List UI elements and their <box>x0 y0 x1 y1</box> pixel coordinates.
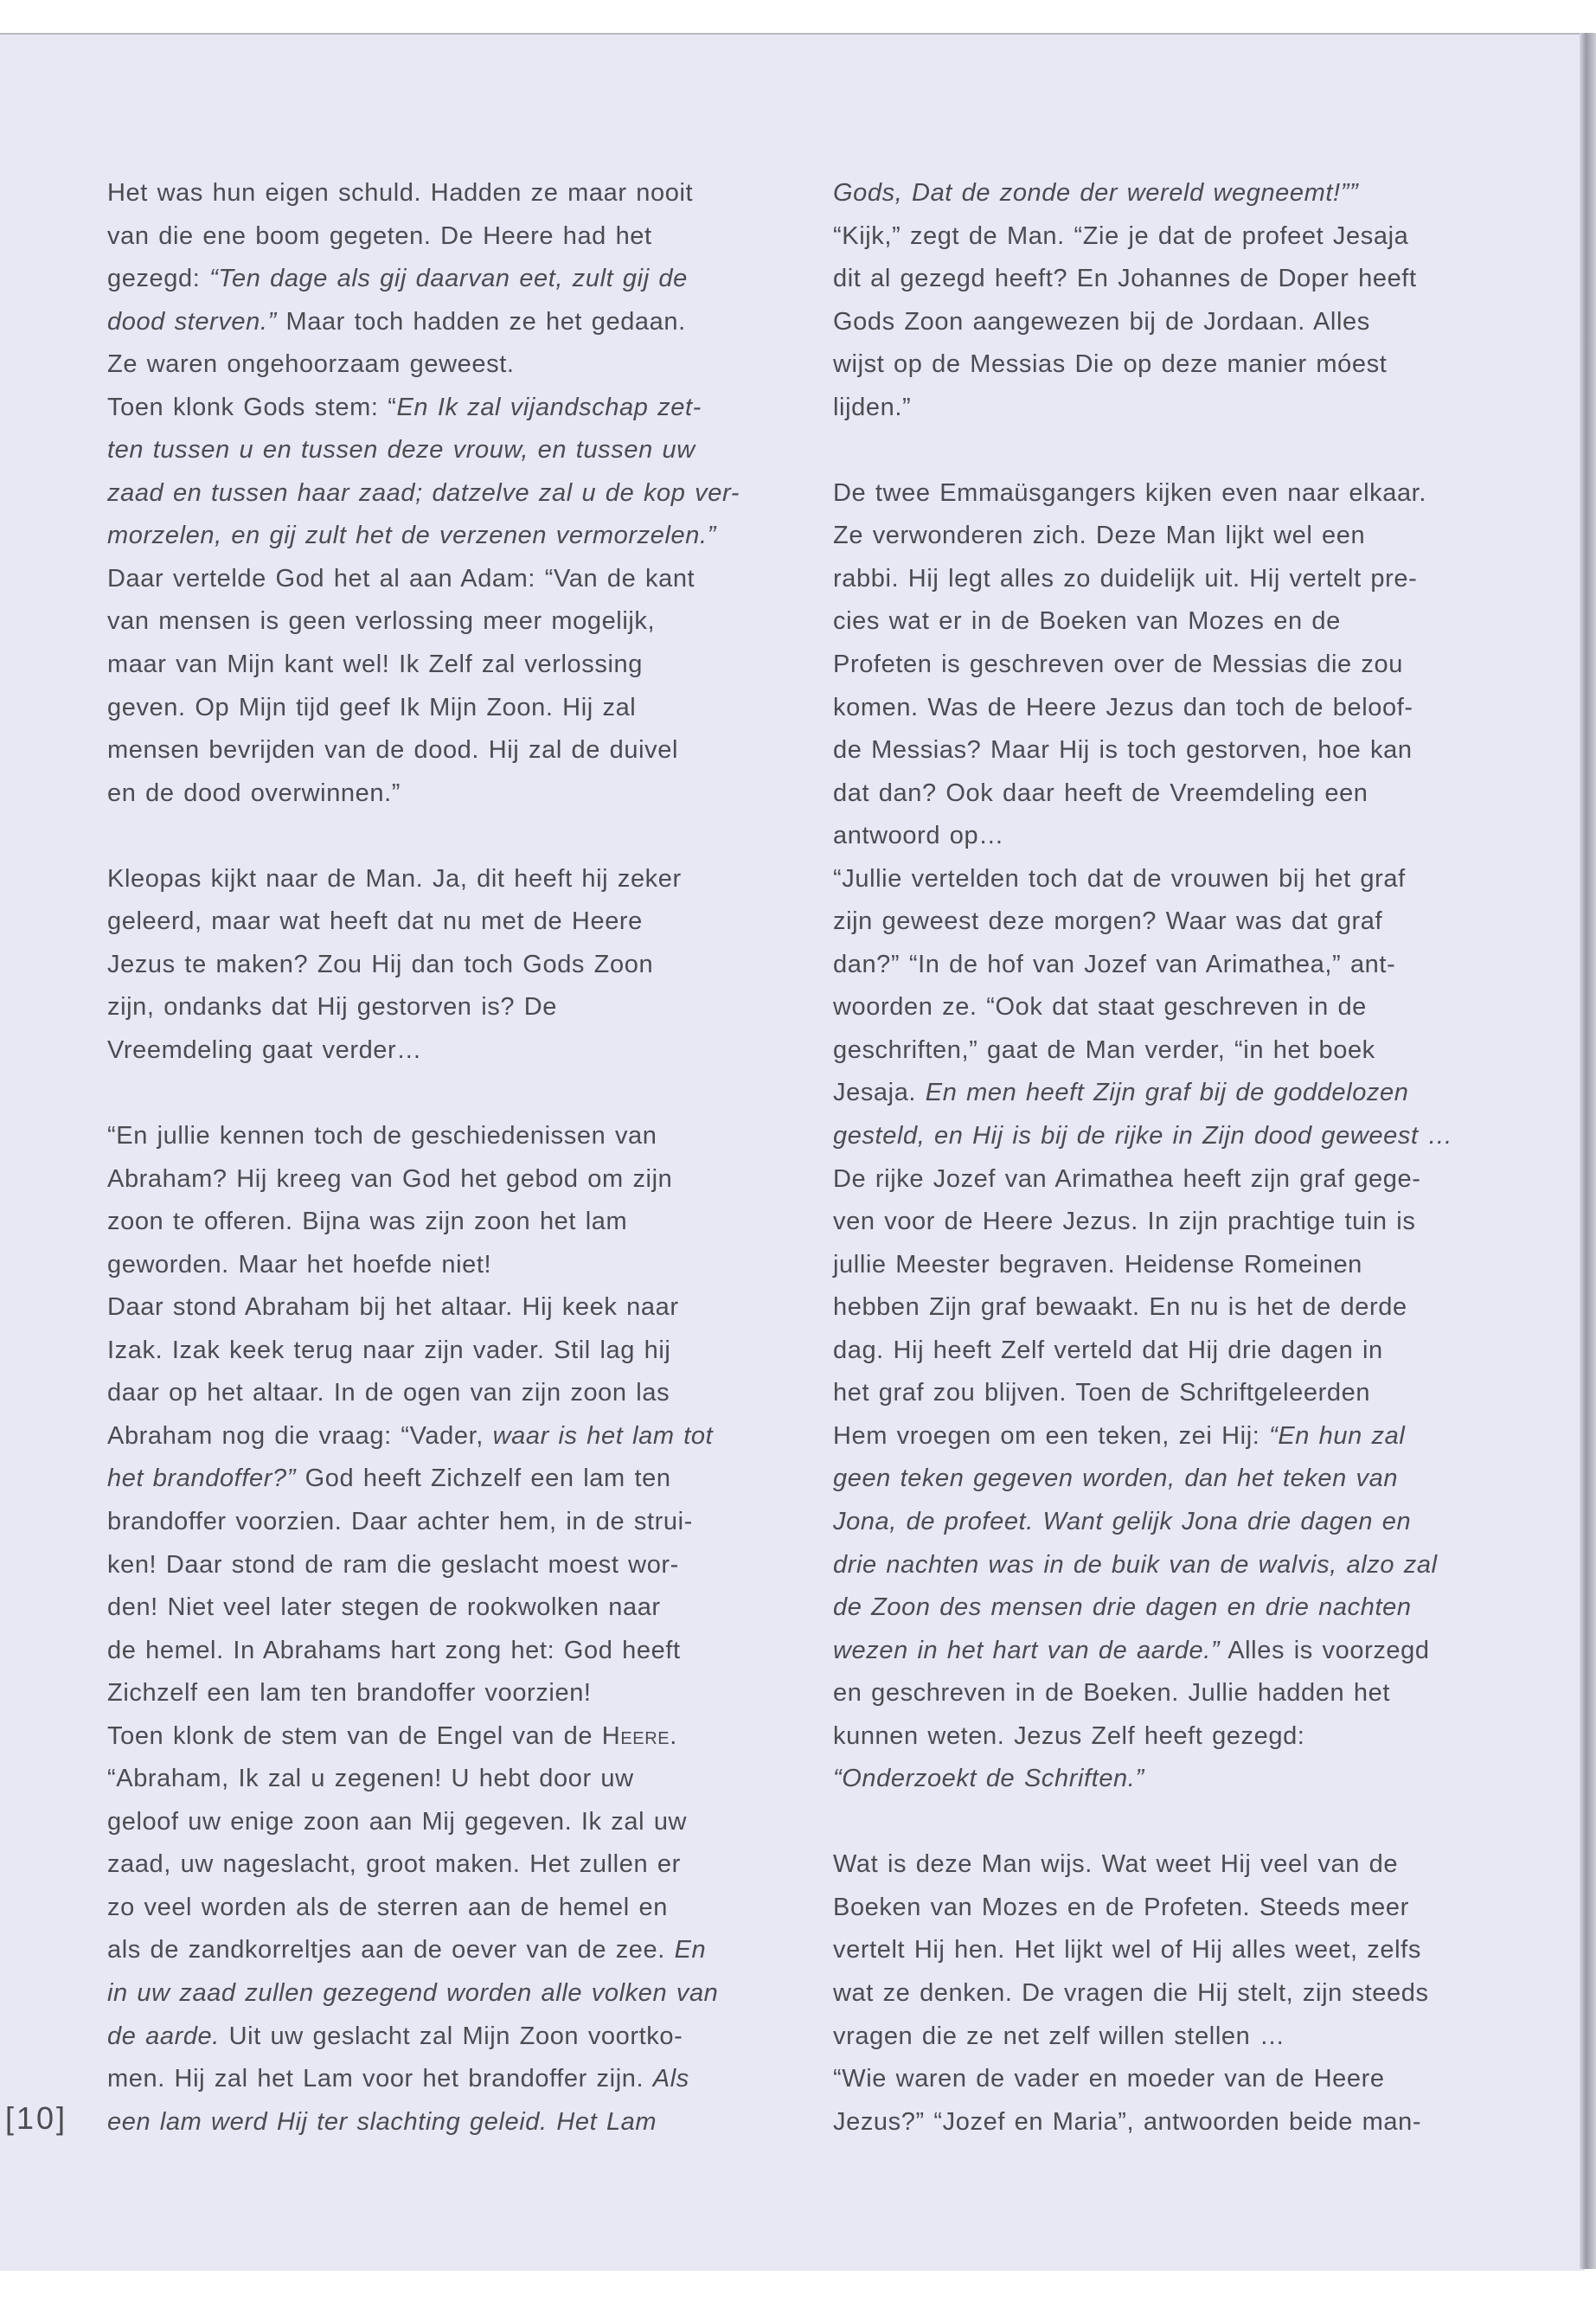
body-text: Kleopas kijkt naar de Man. Ja, dit heeft hij zeker <box>107 864 682 893</box>
body-text: Het was hun eigen schuld. Hadden ze maar nooit <box>107 179 694 207</box>
body-text: Alles is voorzegd <box>1220 1636 1430 1664</box>
body-text: zoon te offeren. Bijna was zijn zoon het lam <box>107 1208 628 1236</box>
body-text: geloof uw enige zoon aan Mij gegeven. Ik zal uw <box>107 1807 688 1836</box>
text-line <box>107 1715 791 1759</box>
italic-quote-text: waar is het lam tot <box>492 1421 714 1450</box>
body-text: zijn, ondanks dat Hij gestorven is? De <box>107 993 557 1022</box>
italic-quote-text: in uw zaad zullen gezegend worden alle volken van <box>107 1978 719 2007</box>
body-text: wat ze denken. De vragen die Hij stelt, zijn steeds <box>833 1978 1429 2007</box>
text-line <box>107 1458 791 1501</box>
body-text: dan?” “In de hof van Jozef van Arimathea,” ant- <box>833 950 1396 978</box>
text-line <box>107 1586 791 1630</box>
italic-quote-text: zaad en tussen haar zaad; datzelve zal u de kop ver- <box>107 478 740 507</box>
body-text: den! Niet veel later stegen de rookwolken naar <box>107 1593 661 1622</box>
italic-quote-text: Jona, de profeet. Want gelijk Jona drie dagen en <box>833 1507 1412 1535</box>
italic-quote-text: En Ik zal vijandschap zet- <box>396 393 702 421</box>
text-column-left <box>107 172 791 2144</box>
body-text: Abraham nog die vraag: “Vader, <box>107 1421 493 1450</box>
body-text: vertelt Hij hen. Het lijkt wel of Hij alles weet, zelfs <box>833 1936 1421 1965</box>
text-line <box>833 472 1516 516</box>
body-text: zaad, uw nageslacht, groot maken. Het zullen er <box>107 1850 681 1879</box>
body-text: geworden. Maar het hoefde niet! <box>107 1250 492 1279</box>
text-line <box>107 1929 791 1972</box>
body-text: geschriften,” gaat de Man verder, “in het boek <box>833 1035 1375 1064</box>
text-line <box>107 1843 791 1887</box>
italic-quote-text: wezen in het hart van de aarde.” <box>833 1636 1221 1664</box>
body-text: Ze waren ongehoorzaam geweest. <box>107 350 515 379</box>
body-text: Maar toch hadden ze het gedaan. <box>276 307 686 336</box>
body-text: Wat is deze Man wijs. Wat weet Hij veel van de <box>833 1850 1399 1879</box>
text-line <box>107 1201 791 1244</box>
text-line <box>833 215 1516 259</box>
text-line <box>107 1029 791 1073</box>
text-line <box>833 1843 1516 1887</box>
body-text: . <box>670 1721 677 1750</box>
text-line <box>833 1630 1516 1673</box>
blank-line <box>833 429 1516 472</box>
body-text: vragen die ze net zelf willen stellen … <box>833 2022 1285 2050</box>
body-text: kunnen weten. Jezus Zelf heeft gezegd: <box>833 1721 1305 1750</box>
body-text: van mensen is geen verlossing meer mogelijk, <box>107 607 656 636</box>
text-line <box>107 429 791 472</box>
text-line <box>833 1715 1516 1759</box>
italic-quote-text: de aarde. <box>107 2022 220 2050</box>
text-line <box>107 1972 791 2016</box>
body-text: en de dood overwinnen.” <box>107 779 401 807</box>
body-text: Vreemdeling gaat verder… <box>107 1035 422 1064</box>
text-column-right <box>833 172 1516 2144</box>
body-text: dag. Hij heeft Zelf verteld dat Hij drie dagen in <box>833 1336 1383 1364</box>
body-text: zo veel worden als de sterren aan de hemel en <box>107 1893 668 1921</box>
body-text: daar op het altaar. In de ogen van zijn zoon las <box>107 1379 670 1407</box>
body-text: gezegd: <box>107 265 210 293</box>
body-text: ken! Daar stond de ram die geslacht moest wor- <box>107 1550 679 1579</box>
body-text: Daar stond Abraham bij het altaar. Hij keek naar <box>107 1293 679 1322</box>
text-line <box>833 600 1516 644</box>
body-text: zijn geweest deze morgen? Waar was dat graf <box>833 907 1383 936</box>
text-line <box>107 1801 791 1844</box>
body-text: dit al gezegd heeft? En Johannes de Doper heeft <box>833 265 1417 293</box>
body-text: Izak. Izak keek terug naar zijn vader. Stil lag hij <box>107 1336 671 1364</box>
italic-quote-text: Als <box>652 2065 689 2093</box>
text-line <box>833 558 1516 601</box>
text-line <box>107 515 791 558</box>
text-line <box>107 644 791 687</box>
italic-quote-text: het brandoffer?” <box>107 1465 296 1493</box>
body-text: Jezus te maken? Zou Hij dan toch Gods Zoon <box>107 950 654 978</box>
italic-quote-text: Gods, Dat de zonde der wereld wegneemt!”” <box>833 179 1359 207</box>
body-text: lijden.” <box>833 393 912 421</box>
text-line <box>833 387 1516 430</box>
text-line <box>833 1415 1516 1458</box>
text-line <box>107 2058 791 2101</box>
body-text: Daar vertelde God het al aan Adam: “Van de kant <box>107 564 695 593</box>
italic-quote-text: dood sterven.” <box>107 307 277 336</box>
small-caps-text: Heere <box>601 1721 670 1750</box>
body-text: dat dan? Ook daar heeft de Vreemdeling een <box>833 779 1368 807</box>
text-line <box>107 901 791 944</box>
italic-quote-text: En <box>674 1936 707 1965</box>
body-text: “Jullie vertelden toch dat de vrouwen bij het graf <box>833 864 1406 893</box>
body-text: de hemel. In Abrahams hart zong het: God heeft <box>107 1636 681 1664</box>
body-text: woorden ze. “Ook dat staat geschreven in de <box>833 993 1367 1022</box>
text-line <box>833 1201 1516 1244</box>
text-line <box>833 644 1516 687</box>
page-number: [10] <box>5 2100 68 2136</box>
body-text: antwoord op… <box>833 822 1004 850</box>
text-line <box>107 687 791 730</box>
body-text: Ze verwonderen zich. Deze Man lijkt wel een <box>833 522 1366 550</box>
text-line <box>107 1630 791 1673</box>
text-line <box>833 2058 1516 2101</box>
italic-quote-text: “Onderzoekt de Schriften.” <box>833 1765 1144 1793</box>
text-line <box>833 1029 1516 1073</box>
body-text: cies wat er in de Boeken van Mozes en de <box>833 607 1341 636</box>
italic-quote-text: een lam werd Hij ter slachting geleid. Het Lam <box>107 2107 657 2136</box>
text-line <box>107 986 791 1029</box>
text-line <box>107 215 791 259</box>
text-line <box>107 1544 791 1587</box>
page-edge-shadow <box>1580 33 1596 2269</box>
body-text: brandoffer voorzien. Daar achter hem, in de strui- <box>107 1507 693 1535</box>
text-line <box>107 944 791 987</box>
text-line <box>107 1286 791 1330</box>
text-line <box>833 1286 1516 1330</box>
body-text: “Wie waren de vader en moeder van de Heere <box>833 2065 1385 2093</box>
text-line <box>833 944 1516 987</box>
text-line <box>833 515 1516 558</box>
text-line <box>833 1115 1516 1158</box>
italic-quote-text: drie nachten was in de buik van de walvis, alzo zal <box>833 1550 1438 1579</box>
italic-quote-text: ten tussen u en tussen deze vrouw, en tussen uw <box>107 436 695 465</box>
body-text: De rijke Jozef van Arimathea heeft zijn graf gege- <box>833 1164 1421 1193</box>
body-text: Profeten is geschreven over de Messias die zou <box>833 651 1403 679</box>
body-text: Zichzelf een lam ten brandoffer voorzien! <box>107 1679 592 1708</box>
body-text: de Messias? Maar Hij is toch gestorven, hoe kan <box>833 736 1413 765</box>
text-line <box>107 1887 791 1930</box>
text-line <box>833 1072 1516 1115</box>
text-line <box>833 1586 1516 1630</box>
body-text: maar van Mijn kant wel! Ik Zelf zal verlossing <box>107 651 643 679</box>
text-line <box>833 986 1516 1029</box>
blank-line <box>107 815 791 858</box>
body-text: “Abraham, Ik zal u zegenen! U hebt door uw <box>107 1765 634 1793</box>
text-line <box>833 815 1516 858</box>
body-text: Jesaja. <box>833 1079 926 1107</box>
body-text: rabbi. Hij legt alles zo duidelijk uit. Hij vertelt pre- <box>833 564 1418 593</box>
text-line <box>833 258 1516 301</box>
text-line <box>833 858 1516 901</box>
text-line <box>107 1330 791 1373</box>
text-line <box>833 901 1516 944</box>
body-text: jullie Meester begraven. Heidense Romeinen <box>833 1250 1362 1279</box>
body-text: mensen bevrijden van de dood. Hij zal de duivel <box>107 736 679 765</box>
text-line <box>107 343 791 387</box>
text-line <box>107 600 791 644</box>
body-text: “En jullie kennen toch de geschiedenissen van <box>107 1122 657 1150</box>
body-text: als de zandkorreltjes aan de oever van de zee. <box>107 1936 675 1965</box>
body-text: Toen klonk de stem van de Engel van de <box>107 1721 602 1750</box>
body-text: De twee Emmaüsgangers kijken even naar elkaar. <box>833 478 1426 507</box>
text-line <box>833 687 1516 730</box>
body-text: Uit uw geslacht zal Mijn Zoon voortko- <box>219 2022 683 2050</box>
text-line <box>833 172 1516 215</box>
text-line <box>107 1115 791 1158</box>
text-line <box>107 258 791 301</box>
body-text: men. Hij zal het Lam voor het brandoffer zijn. <box>107 2065 653 2093</box>
text-line <box>107 2016 791 2059</box>
text-line <box>107 858 791 901</box>
text-line <box>833 1158 1516 1202</box>
text-line <box>833 1929 1516 1972</box>
text-line <box>833 1887 1516 1930</box>
body-text: Abraham? Hij kreeg van God het gebod om zijn <box>107 1164 673 1193</box>
body-text: wijst op de Messias Die op deze manier móest <box>833 350 1388 379</box>
text-line <box>107 1372 791 1415</box>
body-text: hebben Zijn graf bewaakt. En nu is het de derde <box>833 1293 1407 1322</box>
body-text: Jezus?” “Jozef en Maria”, antwoorden beide man- <box>833 2107 1422 2136</box>
body-text: geven. Op Mijn tijd geef Ik Mijn Zoon. Hij zal <box>107 693 637 721</box>
text-line <box>833 343 1516 387</box>
text-line <box>833 729 1516 772</box>
text-line <box>833 1501 1516 1544</box>
text-line <box>833 301 1516 344</box>
italic-quote-text: morzelen, en gij zult het de verzenen vermorzelen.” <box>107 522 716 550</box>
italic-quote-text: “En hun zal <box>1269 1421 1406 1450</box>
body-text: “Kijk,” zegt de Man. “Zie je dat de profeet Jesaja <box>833 221 1409 250</box>
body-text: van die ene boom gegeten. De Heere had het <box>107 221 652 250</box>
text-line <box>833 2101 1516 2144</box>
text-line <box>107 729 791 772</box>
body-text: Toen klonk Gods stem: “ <box>107 393 397 421</box>
text-line <box>833 1330 1516 1373</box>
text-line <box>107 1158 791 1202</box>
text-line <box>833 1544 1516 1587</box>
text-line <box>107 1501 791 1544</box>
text-line <box>107 172 791 215</box>
italic-quote-text: de Zoon des mensen drie dagen en drie nachten <box>833 1593 1412 1622</box>
text-line <box>107 1758 791 1801</box>
text-line <box>107 1415 791 1458</box>
body-text: geleerd, maar wat heeft dat nu met de Heere <box>107 907 643 936</box>
italic-quote-text: geen teken gegeven worden, dan het teken van <box>833 1465 1399 1493</box>
text-line <box>833 1458 1516 1501</box>
body-text: het graf zou blijven. Toen de Schriftgeleerden <box>833 1379 1371 1407</box>
text-line <box>107 301 791 344</box>
text-line <box>107 387 791 430</box>
body-text: Gods Zoon aangewezen bij de Jordaan. Alles <box>833 307 1370 336</box>
body-text: en geschreven in de Boeken. Jullie hadden het <box>833 1679 1390 1708</box>
text-line <box>833 1672 1516 1715</box>
text-line <box>107 1244 791 1287</box>
text-line <box>833 1972 1516 2016</box>
body-text: komen. Was de Heere Jezus dan toch de beloof- <box>833 693 1413 721</box>
blank-line <box>833 1801 1516 1844</box>
text-line <box>107 472 791 516</box>
text-line <box>833 1244 1516 1287</box>
italic-quote-text: En men heeft Zijn graf bij de goddelozen <box>925 1079 1409 1107</box>
body-text: God heeft Zichzelf een lam ten <box>295 1465 671 1493</box>
text-line <box>833 772 1516 816</box>
body-text: Boeken van Mozes en de Profeten. Steeds meer <box>833 1893 1409 1921</box>
text-line <box>833 1372 1516 1415</box>
blank-line <box>107 1072 791 1115</box>
text-line <box>107 1672 791 1715</box>
body-text: Hem vroegen om een teken, zei Hij: <box>833 1421 1270 1450</box>
text-line <box>107 2101 791 2144</box>
text-line <box>833 2016 1516 2059</box>
italic-quote-text: gesteld, en Hij is bij de rijke in Zijn dood geweest … <box>833 1122 1453 1150</box>
text-line <box>833 1758 1516 1801</box>
text-line <box>107 772 791 816</box>
body-text: ven voor de Heere Jezus. In zijn prachtige tuin is <box>833 1208 1416 1236</box>
text-line <box>107 558 791 601</box>
italic-quote-text: “Ten dage als gij daarvan eet, zult gij de <box>209 265 688 293</box>
